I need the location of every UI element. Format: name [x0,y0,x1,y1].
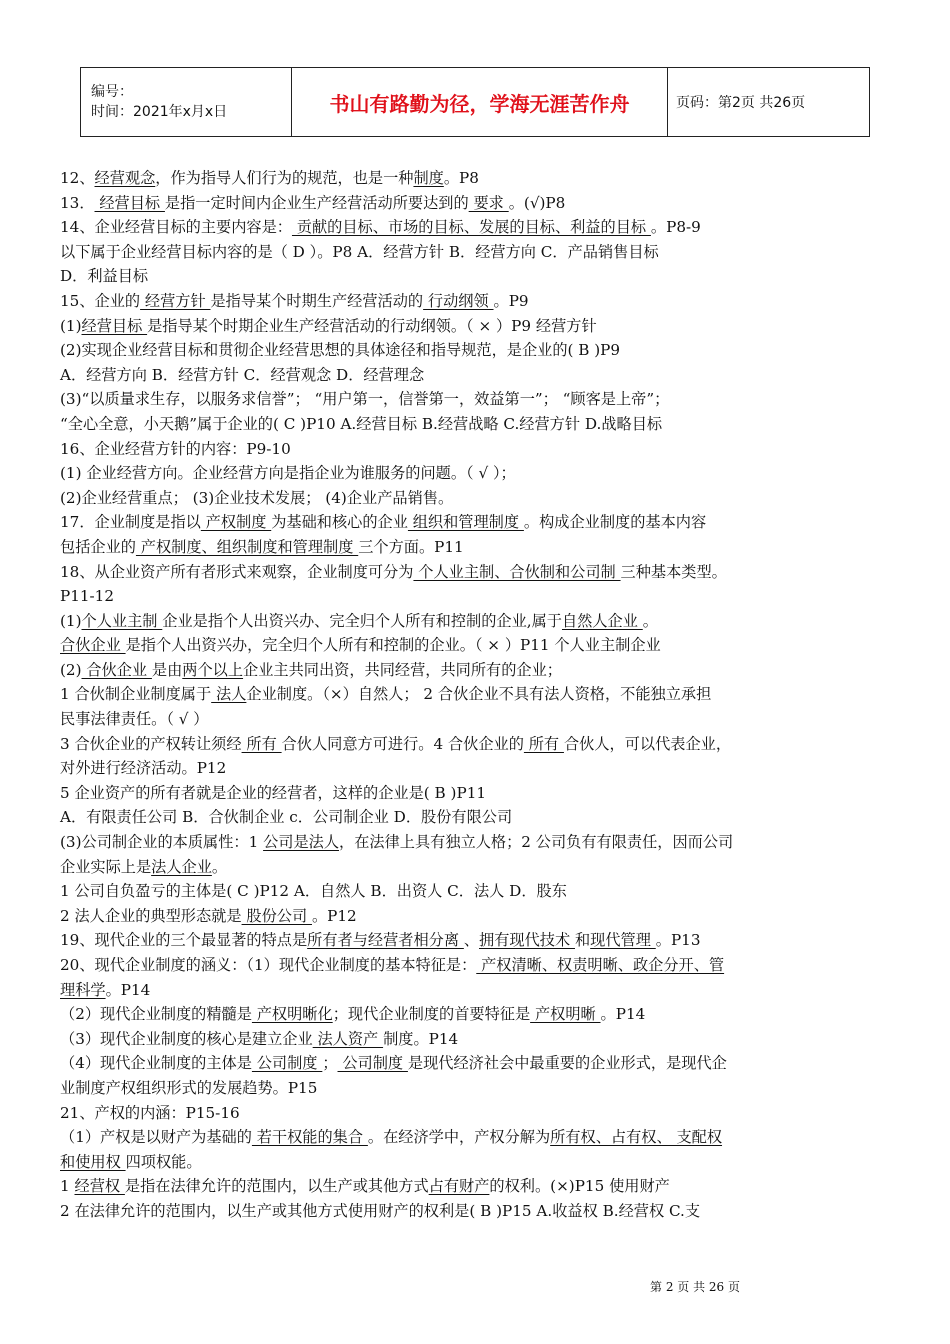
text-segment: 民事法律责任。（ √ ） [60,710,209,729]
text-line [60,289,900,314]
text-segment: 合伙人，可以代表企业， [563,734,731,753]
text-segment: 合伙人同意方可进行。4 合伙企业的 [281,734,524,753]
underlined-answer: 股份公司 [241,906,312,925]
underlined-answer: 组织和管理制度 [407,513,524,532]
underlined-answer: 法人资产 [312,1029,384,1048]
underlined-answer: 产权明晰化 [251,1005,333,1024]
text-segment: 5 企业资产的所有者就是企业的经营者，这样的企业是( B )P11 [60,783,487,802]
text-segment: D．利益目标 [60,267,149,286]
text-segment: （3）现代企业制度的核心是建立企业 [60,1029,313,1048]
text-segment: （1）产权是以财产为基础的 [60,1128,252,1147]
text-line [60,510,900,535]
text-line [60,1101,900,1126]
text-line [60,633,900,658]
text-segment: 三个方面。P11 [358,537,464,556]
text-segment: 12、 [60,169,95,187]
text-segment: 以下属于企业经营目标内容的是（ D ）。P8 A．经营方针 B．经营方向 C．产品销售目标 [60,242,659,261]
text-segment: 。构成企业制度的基本内容 [523,513,707,532]
text-segment: 是指个人出资兴办，完全归个人所有和控制的企业。（ × ）P11 个人业主制企业 [125,636,661,655]
text-line [60,387,900,412]
text-line [60,682,900,707]
underlined-answer: 和使用权 [60,1152,126,1171]
underlined-answer: 制度 [413,169,444,187]
text-segment: 制度。P14 [383,1029,459,1048]
underlined-answer: 行动纲领 [423,291,494,310]
underlined-answer: 经营方针 [140,291,211,310]
text-segment: 19、现代企业的三个最显著的特点是 [60,931,308,950]
text-line [60,855,900,880]
underlined-answer: 产权明晰 [530,1005,601,1024]
text-segment: (2)企业经营重点； (3)企业技术发展； (4)企业产品销售。 [60,488,454,507]
text-segment: “全心全意，小天鹅”属于企业的( C )P10 A.经营目标 B.经营战略 C.经营方针 D.战略目标 [60,414,663,433]
text-segment: 13． [60,193,95,212]
text-segment: 3 合伙企业的产权转让须经 [60,734,242,753]
underlined-answer: 经营观念 [94,169,156,187]
text-segment: 1 公司自负盈亏的主体是( C )P12 A．自然人 B．出资人 C．法人 D．股东 [60,882,567,901]
text-line [60,1199,900,1224]
underlined-answer: 经营目标 [94,193,165,212]
underlined-answer: 产权清晰、权责明晰、政企分开、管 [476,956,725,974]
text-line [60,314,900,339]
text-segment: 。P13 [655,931,701,950]
text-segment: 是指在法律允许的范围内，以生产或其他方式 [124,1177,429,1196]
text-line [60,363,900,388]
text-segment: 四项权能。 [125,1152,202,1171]
text-segment: 、 [463,931,480,950]
text-segment: (2)实现企业经营目标和贯彻企业经营思想的具体途径和指导规范，是企业的( B )P9 [60,341,621,360]
text-segment: 是由 [151,660,183,679]
text-segment: 企业实际上是 [60,857,152,876]
text-segment: 包括企业的 [60,537,136,556]
header-number-label: 编号： [91,84,133,100]
text-line [60,1027,900,1052]
underlined-answer: 公司制度 [251,1054,323,1073]
text-segment: 。P14 [105,980,151,999]
text-line [60,1002,900,1027]
text-segment: A．经营方向 B．经营方针 C．经营观念 D．经营理念 [60,365,425,384]
underlined-answer: 经营目标 [81,316,148,335]
underlined-answer: 合伙企业 [81,660,152,679]
text-line [60,1076,900,1101]
text-segment: A．有限责任公司 B．合伙制企业 c．公司制企业 D．股份有限公司 [60,808,513,827]
text-segment: 。(√)P8 [508,193,566,212]
text-line [60,338,900,363]
text-segment: 1 [60,1177,75,1196]
text-segment: (1) [60,611,82,630]
text-line [60,240,900,265]
text-segment: P11-12 [60,587,115,606]
underlined-answer: 理科学 [60,980,106,999]
underlined-answer: 所有者与经营者相分离 [307,931,464,950]
text-segment: 企业制度。（×）自然人； 2 合伙企业不具有法人资格，不能独立承担 [246,685,712,704]
underlined-answer: 现代管理 [590,931,656,950]
header-motto: 书山有路勤为径，学海无涯苦作舟 [292,68,668,137]
text-segment: 16、企业经营方针的内容：P9-10 [60,439,291,458]
text-segment: (1) [60,316,82,335]
text-segment: 18、从企业资产所有者形式来观察，企业制度可分为 [60,562,414,581]
underlined-answer: 合伙企业 [60,636,126,655]
text-line [60,904,900,929]
text-segment: 为基础和核心的企业 [271,513,408,532]
text-segment: 。P12 [311,906,357,925]
text-segment: 的权利。(×)P15 使用财产 [489,1177,670,1196]
underlined-answer: 个人业主制、合伙制和公司制 [413,562,621,581]
header-meta-cell [81,68,292,137]
text-line [60,584,900,609]
text-segment: 。在经济学中，产权分解为 [367,1128,551,1147]
text-line [60,805,900,830]
text-line [60,264,900,289]
text-segment: (1) 企业经营方向。企业经营方向是指企业为谁服务的问题。（ √ ）； [60,464,516,483]
text-line [60,166,900,191]
text-segment: （2）现代企业制度的精髓是 [60,1005,252,1024]
underlined-answer: 所有权、占有权、 支配权 [550,1128,723,1147]
text-line [60,707,900,732]
text-segment: 业制度产权组织形式的发展趋势。P15 [60,1078,318,1097]
text-segment: 1 合伙制企业制度属于 [60,685,212,704]
underlined-answer: 若干权能的集合 [251,1128,368,1147]
text-segment: (2) [60,660,82,679]
text-segment: 2 法人企业的典型形态就是 [60,906,242,925]
text-line [60,609,900,634]
text-segment: 和 [574,931,591,950]
text-segment: 企业主共同出资，共同经营，共同所有的企业； [243,660,562,679]
text-segment: 21、产权的内涵：P15-16 [60,1103,240,1122]
header-page-label: 页码：第2页 共26页 [668,68,870,137]
text-line [60,1174,900,1199]
page-footer: 第 2 页 共 26 页 [650,1280,740,1294]
text-segment: 。P8-9 [650,218,701,237]
text-line [60,830,900,855]
text-segment: 20、现代企业制度的涵义：（1）现代企业制度的基本特征是： [60,956,477,974]
text-segment: 17．企业制度是指以 [60,513,201,532]
text-line [60,560,900,585]
underlined-answer: 个人业主制 [81,611,163,630]
text-segment: 。P9 [493,291,529,310]
underlined-answer: 占有财产 [428,1177,490,1196]
text-line [60,461,900,486]
underlined-answer: 公司是法人 [263,833,340,852]
text-segment: ，作为指导人们行为的规范，也是一种 [155,169,414,187]
text-line [60,928,900,953]
text-segment: ； [322,1054,338,1073]
underlined-answer: 产权制度 [200,513,272,532]
text-segment: 14、企业经营目标的主要内容是： [60,218,292,237]
text-segment: 。 [211,857,228,876]
underlined-answer: 产权制度、组织制度和管理制度 [135,537,359,556]
document-body [60,166,900,1224]
text-segment: 。P8 [443,169,479,187]
text-segment: ；现代企业制度的首要特征是 [332,1005,531,1024]
text-segment: 。P14 [600,1005,646,1024]
text-line [60,437,900,462]
text-line [60,191,900,216]
text-line [60,953,900,978]
text-segment: (3)“以质量求生存，以服务求信誉”； “用户第一，信誉第一，效益第一”； “顾客是上帝”； [60,390,670,409]
text-line [60,215,900,240]
underlined-answer: 贡献的目标、市场的目标、发展的目标、利益的目标 [291,218,651,237]
text-segment: 15、企业的 [60,291,141,310]
text-segment: (3)公司制企业的本质属性：1 [60,833,264,852]
underlined-answer: 经营权 [74,1177,125,1196]
document-header [80,67,870,137]
underlined-answer: 两个以上 [182,660,244,679]
text-segment: 对外进行经济活动。P12 [60,759,227,778]
underlined-answer: 所有 [241,734,282,753]
header-date-label: 时间：2021年x月x日 [91,104,228,120]
text-line [60,1125,900,1150]
text-line [60,658,900,683]
text-segment: 。 [642,611,658,630]
text-segment: 是指导某个时期企业生产经营活动的行动纲领。（ × ）P9 经营方针 [147,316,597,335]
text-line [60,781,900,806]
text-line [60,486,900,511]
text-segment: 2 在法律允许的范围内，以生产或其他方式使用财产的权利是( B )P15 A.收益权 B.经营权 C.支 [60,1201,701,1220]
text-segment: ，在法律上具有独立人格；2 公司负有有限责任，因而公司 [339,833,734,852]
underlined-answer: 要求 [468,193,509,212]
underlined-answer: 拥有现代技术 [479,931,575,950]
underlined-answer: 法人 [211,685,247,704]
text-segment: 是指一定时间内企业生产经营活动所要达到的 [164,193,469,212]
underlined-answer: 所有 [523,734,564,753]
text-segment: （4）现代企业制度的主体是 [60,1054,252,1073]
underlined-answer: 自然人企业 [561,611,643,630]
text-line [60,978,900,1003]
text-line [60,756,900,781]
text-segment: 是指导某个时期生产经营活动的 [210,291,424,310]
underlined-answer: 公司制度 [337,1054,408,1073]
underlined-answer: 法人企业 [151,857,212,876]
text-line [60,1051,900,1076]
text-line [60,1150,900,1175]
text-segment: 企业是指个人出资兴办、完全归个人所有和控制的企业,属于 [162,611,562,630]
text-segment: 三种基本类型。 [620,562,727,581]
text-line [60,879,900,904]
text-line [60,535,900,560]
text-line [60,412,900,437]
text-segment: 是现代经济社会中最重要的企业形式，是现代企 [407,1054,727,1073]
text-line [60,732,900,757]
